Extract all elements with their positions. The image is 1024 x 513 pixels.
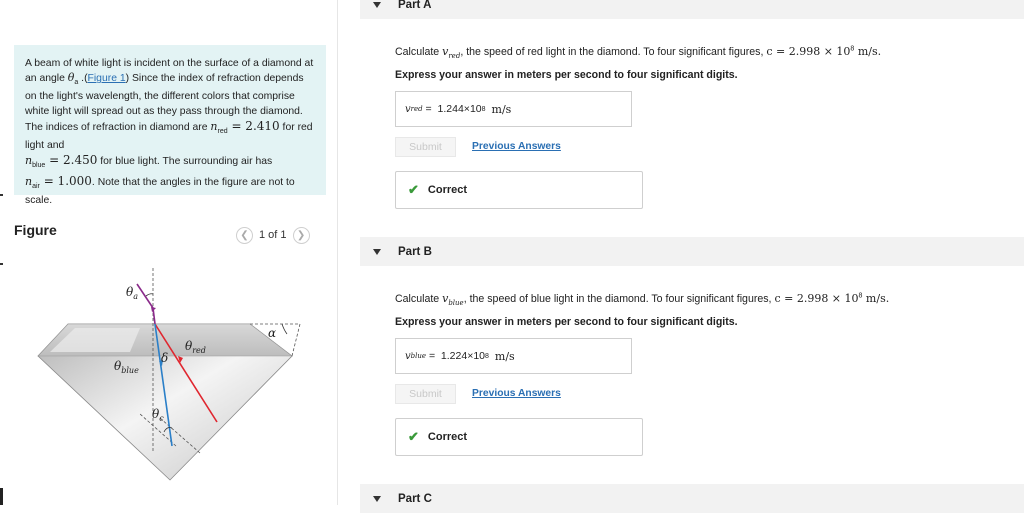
alpha-extension-line — [292, 324, 300, 356]
chevron-left-icon: ❮ — [240, 229, 249, 241]
answer-value: 1.224×10 — [440, 350, 486, 362]
n-blue-value: = 2.450 — [45, 153, 98, 168]
caret-down-icon — [373, 496, 381, 502]
question-text: , the speed of red light in the diamond. To four significant figures, — [460, 46, 767, 58]
edge-tick — [0, 194, 3, 196]
answer-exponent: 8 — [485, 352, 489, 360]
theta-red-label: $\theta_{red}$ — [185, 339, 206, 355]
part-b-question — [395, 292, 889, 307]
part-b-header[interactable] — [360, 237, 1024, 266]
part-b-label: Part B — [398, 245, 432, 258]
edge-bar — [0, 488, 3, 505]
part-c-header[interactable] — [360, 484, 1024, 513]
theta-a-symbol: θ — [67, 71, 75, 85]
question-text: Calculate — [395, 46, 443, 58]
part-b-submit-button[interactable]: Submit — [395, 384, 456, 404]
intro-text: A beam of white light is incident on the surface of a diamond at an angle — [25, 58, 314, 85]
problem-intro: A beam of white light is incident on the surface of a diamond at an angle $\theta_a$ .(Figure 1) Since the index of refraction depends on the light's wavelength, the different colors that comprise white light will spread out as they pass through the diamond. The indices of refraction in diamond are $n_{red} = 2.410$ for red light and $n_{blue} = 2.450$ for blue light. The surrounding air has $n_{air} = 1.000$. Note that the angles in the figure are not to scale. — [14, 45, 326, 195]
intro-text: . Note that the angles in the figure are not to scale. — [25, 176, 295, 206]
c-unit: m/s. — [854, 45, 882, 58]
answer-equals: = — [426, 350, 441, 362]
n-blue-subscript: blue — [32, 162, 46, 170]
part-a-header[interactable] — [360, 0, 1024, 19]
answer-value: 1.244×10 — [437, 103, 482, 115]
answer-exponent: 8 — [481, 105, 486, 113]
question-text: , the speed of blue light in the diamond. To four significant figures, — [463, 293, 775, 305]
next-figure-button[interactable] — [293, 227, 310, 244]
part-a-label: Part A — [398, 0, 432, 11]
question-text: Calculate — [395, 293, 443, 305]
caret-down-icon — [373, 2, 381, 8]
c-value: c = 2.998 × 10 — [766, 45, 851, 58]
incident-ray — [137, 284, 153, 308]
answer-variable-subscript: blue — [410, 352, 427, 360]
figure-title: Figure — [14, 222, 57, 238]
panel-divider — [337, 0, 338, 505]
part-a-question — [395, 45, 881, 60]
n-air-symbol: n — [25, 174, 33, 188]
caret-down-icon — [373, 249, 381, 255]
edge-tick — [0, 263, 3, 265]
theta-a-subscript: a — [74, 79, 79, 87]
n-blue-symbol: n — [25, 154, 33, 168]
answer-equals: = — [422, 103, 438, 115]
part-a-instruction: Express your answer in meters per second to four significant digits. — [395, 69, 738, 81]
theta-blue-label: $\theta_{blue}$ — [114, 359, 139, 375]
answer-variable: v — [405, 350, 411, 362]
pager-count: 1 of 1 — [259, 229, 287, 241]
v-blue-symbol: v — [442, 292, 449, 305]
parts-panel — [360, 0, 1024, 505]
chevron-right-icon: ❯ — [296, 229, 306, 241]
n-air-subscript: air — [32, 182, 40, 190]
v-red-symbol: v — [442, 45, 449, 58]
checkmark-icon: ✔ — [408, 429, 419, 444]
figure-link[interactable]: Figure 1 — [87, 73, 126, 85]
c-unit: m/s. — [862, 292, 890, 305]
part-a-submit-button[interactable]: Submit — [395, 137, 456, 157]
intro-text: for red light and — [25, 121, 313, 152]
answer-variable-subscript: red — [410, 105, 423, 113]
delta-label: δ — [161, 351, 169, 365]
theta-c-label: $\theta_c$ — [152, 407, 164, 423]
part-c-label: Part C — [398, 492, 432, 505]
answer-unit: m/s — [491, 102, 512, 116]
checkmark-icon: ✔ — [408, 182, 419, 197]
part-b-previous-answers-link[interactable]: Previous Answers — [472, 388, 561, 399]
correct-status: Correct — [427, 184, 468, 196]
v-blue-subscript: blue — [448, 299, 464, 308]
part-b-instruction: Express your answer in meters per second to four significant digits. — [395, 316, 738, 328]
part-b-answer-field[interactable] — [395, 338, 632, 374]
alpha-label: α — [268, 326, 277, 340]
figure-pager — [236, 225, 310, 245]
intro-text: for blue light. The surrounding air has — [97, 156, 273, 168]
window-edge — [0, 0, 3, 505]
answer-variable: v — [405, 103, 411, 115]
correct-status: Correct — [427, 431, 468, 443]
n-red-symbol: n — [210, 119, 218, 133]
v-red-subscript: red — [448, 52, 461, 61]
answer-unit: m/s — [494, 349, 515, 363]
part-a-previous-answers-link[interactable]: Previous Answers — [472, 141, 561, 152]
previous-figure-button[interactable] — [236, 227, 253, 244]
theta-a-label: $\theta_a$ — [126, 285, 139, 301]
n-red-subscript: red — [217, 127, 228, 135]
n-air-value: = 1.000 — [39, 173, 92, 188]
n-red-value: = 2.410 — [227, 118, 280, 133]
alpha-arc — [282, 324, 287, 334]
c-exponent: 8 — [850, 45, 855, 53]
intro-text: ) Since the index of refraction depends on the light's wavelength, the different colors that comprise white light will spread out as they pass through the diamond. The indices of refraction in diamond are — [25, 73, 304, 133]
diamond-diagram — [30, 268, 320, 488]
problem-panel — [0, 0, 338, 505]
diamond-figure — [30, 268, 320, 488]
part-b-correct-banner — [395, 418, 643, 456]
c-exponent: 8 — [858, 292, 863, 300]
part-a-answer-field[interactable] — [395, 91, 632, 127]
c-value: c = 2.998 × 10 — [774, 292, 859, 305]
theta-a-arc — [146, 294, 153, 296]
part-a-correct-banner — [395, 171, 643, 209]
